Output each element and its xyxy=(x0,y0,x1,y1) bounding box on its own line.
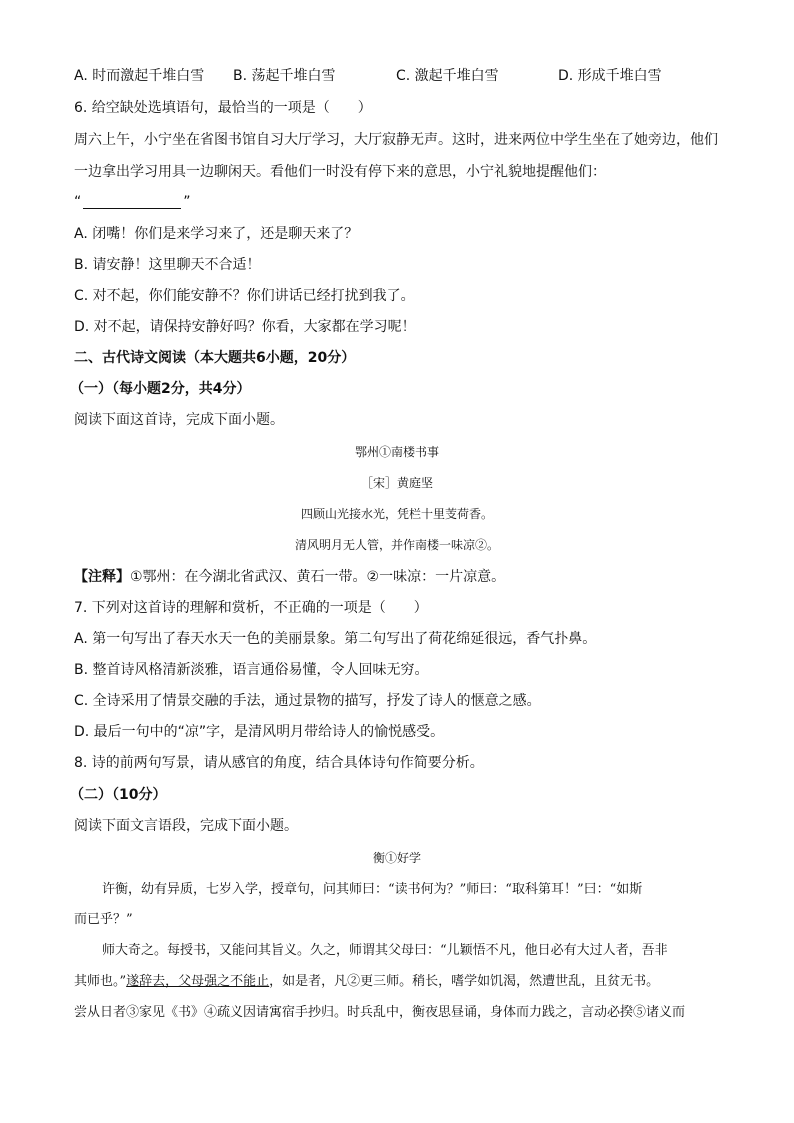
classical-para1-line1: 许衡，幼有异质，七岁入学，授章句，问其师曰：“读书何为？”师曰：“取科第耳！”曰：“如斯 xyxy=(102,882,643,897)
q6-answer-blank xyxy=(74,192,191,212)
classical-para2-line2 xyxy=(74,972,659,992)
part2-heading: （二）（10分） xyxy=(70,787,167,803)
classical-title: 衡①好学 xyxy=(372,851,421,865)
fill-blank-line xyxy=(83,196,181,209)
classical-para1-line2: 而已乎？” xyxy=(74,912,133,927)
q6-stem: 6. 给空缺处选填语句，最恰当的一项是（ ） xyxy=(74,100,372,116)
q6-option-b: B. 请安静！这里聊天不合适！ xyxy=(74,257,261,273)
q6-option-d: D. 对不起，请保持安静好吗？你看，大家都在学习呢！ xyxy=(74,319,416,335)
underlined-sentence: 遂辞去，父母强之不能止 xyxy=(126,974,270,989)
note-text: ①鄂州：在今湖北省武汉、黄石一带。②一味凉：一片凉意。 xyxy=(130,569,506,585)
classical-para2-line3: 尝从日者③家见《书》④疏义因请寓宿手抄归。时兵乱中，衡夜思昼诵，身体而力践之，言动必揆⑤诸义而 xyxy=(74,1005,686,1020)
q6-passage-line2: 一边拿出学习用具一边聊闲天。看他们一时没有停下来的意思，小宁礼貌地提醒他们： xyxy=(74,164,606,180)
q5-option-c: C. 激起千堆白雪 xyxy=(396,68,499,84)
poem-title: 鄂州①南楼书事 xyxy=(354,445,439,459)
para2-line2-end: ，如是者，凡②更三师。稍长，嗜学如饥渴，然遭世乱，且贫无书。 xyxy=(269,974,660,989)
q6-option-c: C. 对不起，你们能安静不？你们讲话已经打扰到我了。 xyxy=(74,288,415,304)
q6-option-a: A. 闭嘴！你们是来学习来了，还是聊天来了？ xyxy=(74,226,359,242)
q6-passage-line1: 周六上午，小宁坐在省图书馆自习大厅学习，大厅寂静无声。这时，进来两位中学生坐在了她旁边，他们 xyxy=(74,132,718,148)
part1-instruction: 阅读下面这首诗，完成下面小题。 xyxy=(74,412,284,428)
q7-option-b: B. 整首诗风格清新淡雅，语言通俗易懂，令人回味无穷。 xyxy=(74,662,429,678)
q8-stem: 8. 诗的前两句写景，请从感官的角度，结合具体诗句作简要分析。 xyxy=(74,755,484,771)
section-heading: 二、古代诗文阅读（本大题共6小题，20分） xyxy=(74,350,356,366)
para2-line2-start: 其师也。” xyxy=(74,974,127,989)
poem-line-1: 四顾山光接水光，凭栏十里芰荷香。 xyxy=(300,507,493,521)
q7-stem: 7. 下列对这首诗的理解和赏析，不正确的一项是（ ） xyxy=(74,600,428,616)
poem-line-2: 清风明月无人管，并作南楼一味凉②。 xyxy=(294,538,499,552)
poem-author: ［宋］黄庭坚 xyxy=(360,476,433,490)
part1-heading: （一）（每小题2分，共4分） xyxy=(70,381,251,397)
q5-option-b: B. 荡起千堆白雪 xyxy=(233,68,336,84)
q5-option-d: D. 形成千堆白雪 xyxy=(558,68,662,84)
classical-para2-line1: 师大奇之。每授书，又能问其旨义。久之，师谓其父母曰：“儿颖悟不凡，他日必有大过人者，吾非 xyxy=(102,943,668,958)
q7-option-a: A. 第一句写出了春天水天一色的美丽景象。第二句写出了荷花绵延很远，香气扑鼻。 xyxy=(74,631,597,647)
part2-instruction: 阅读下面文言语段，完成下面小题。 xyxy=(74,818,298,834)
q5-option-a: A. 时而激起千堆白雪 xyxy=(74,68,205,84)
poem-notes xyxy=(74,567,505,587)
quote-close: ” xyxy=(183,194,191,210)
quote-open: “ xyxy=(74,194,82,210)
q7-option-d: D. 最后一句中的“凉”字，是清风明月带给诗人的愉悦感受。 xyxy=(74,724,445,740)
q7-option-c: C. 全诗采用了情景交融的手法，通过景物的描写，抒发了诗人的惬意之感。 xyxy=(74,693,541,709)
note-label: 【注释】 xyxy=(74,569,130,585)
